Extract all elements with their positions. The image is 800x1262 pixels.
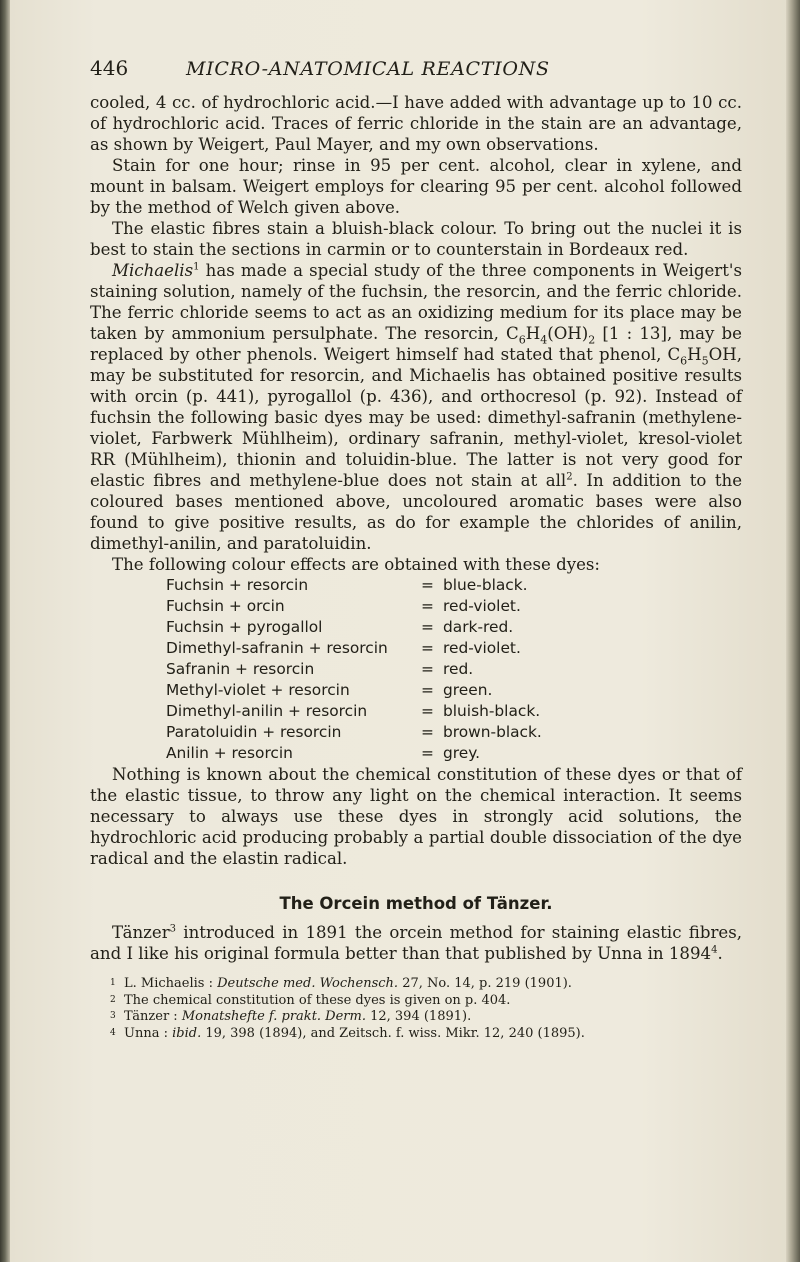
- paragraph-constitution: Nothing is known about the chemical constitution of these dyes or that of the elastic tissue, to throw any light on the chemical interaction. It seems necessary to always use these dyes in strongly acid solutions, the hydrochloric acid producing probably a partial double dissociation of the dye radical and the elastin radical.: [90, 765, 742, 868]
- dye-row: Safranin + resorcin = red.: [166, 660, 474, 678]
- footnote-ref-2: 2: [566, 471, 573, 483]
- dye-row: Paratoluidin + resorcin = brown-black.: [166, 723, 542, 741]
- page-edge-shadow: [786, 0, 800, 1262]
- footnote: 2 The chemical constitution of these dyes is given on p. 404.: [110, 992, 511, 1008]
- dye-row: Dimethyl-safranin + resorcin = red-violet.: [166, 639, 521, 657]
- paragraph-michaelis: Michaelis$^1$ has made a special study of the three components in Weigert's staining solution, namely of the fuchsin, the resorcin, and the ferric chloride. The ferric chloride seems to act as an oxidizing medium for its place may be taken by ammonium persulphate. The resorcin, $C_6H_4(OH)_2$ [1 : 13], may be replaced by other phenols. Weigert himself had stated that phenol, $C_6H_5OH$, may be substituted for resorcin, and Michaelis has obtained positive results with orcin (p. 441), pyrogallol (p. 436), and orthocresol (p. 92). Instead of fuchsin the following basic dyes may be used: dimethyl-safranin (methylene-violet, Farbwerk Mühlheim), ordinary safranin, methyl-violet, kresol-violet RR (Mühlheim), thionin and toluidin-blue. The latter is not very good for elastic fibres and methylene-blue does not stain at all$^2$. In addition to the coloured bases mentioned above, uncoloured aromatic bases were also found to give positive results, as do for example the chlorides of anilin, dimethyl-anilin, and paratoluidin.: [90, 261, 743, 553]
- page-number: 446: [90, 56, 129, 80]
- paragraph-1: cooled, 4 cc. of hydrochloric acid.—I have added with advantage up to 10 cc. of hydrochloric acid. Traces of ferric chloride in the stain are an advantage, as shown by Weigert, Paul Mayer, and my own observations.: [90, 93, 742, 154]
- section-heading: The Orcein method of Tänzer.: [279, 894, 553, 913]
- dye-row: Fuchsin + resorcin = blue-black.: [166, 576, 528, 594]
- dye-row: Dimethyl-anilin + resorcin = bluish-black.: [166, 702, 541, 720]
- dye-row: Fuchsin + orcin = red-violet.: [166, 597, 521, 615]
- dye-row: Anilin + resorcin = grey.: [166, 744, 481, 762]
- paragraph-2: Stain for one hour; rinse in 95 per cent. alcohol, clear in xylene, and mount in balsam. Weigert employs for clearing 95 per cent. alcohol followed by the method of Welch given above.: [90, 156, 742, 217]
- paragraph-colour-intro: The following colour effects are obtained with these dyes:: [112, 555, 600, 574]
- paragraph-3: The elastic fibres stain a bluish-black colour. To bring out the nuclei it is best to stain the sections in carmin or to counterstain in Bordeaux red.: [90, 219, 742, 259]
- author-name: Michaelis: [112, 261, 194, 280]
- footnote: 4 Unna : ibid. 19, 398 (1894), and Zeitsch. f. wiss. Mikr. 12, 240 (1895).: [110, 1025, 585, 1041]
- footnote: 3 Tänzer : Monatshefte f. prakt. Derm. 12, 394 (1891).: [110, 1009, 472, 1024]
- footnote-ref-4: 4: [711, 944, 718, 956]
- footnotes: [110, 976, 742, 1042]
- dye-colour-table: [166, 575, 742, 764]
- footnote-ref-3: 3: [169, 923, 177, 935]
- dye-row: Methyl-violet + resorcin = green.: [166, 681, 493, 699]
- book-spine-shadow: [0, 0, 10, 1262]
- page-content: [90, 58, 742, 1042]
- footnote: 1 L. Michaelis : Deutsche med. Wochensch. 27, No. 14, p. 219 (1901).: [110, 976, 572, 991]
- running-title: MICRO-ANATOMICAL REACTIONS: [186, 58, 550, 80]
- dye-row: Fuchsin + pyrogallol = dark-red.: [166, 618, 514, 636]
- paragraph-tanzer: Tänzer$^3$ introduced in 1891 the orcein method for staining elastic fibres, and I like his original formula better than that published by Unna in 1894$^4$.: [90, 923, 742, 963]
- running-head: [90, 58, 742, 80]
- footnote-ref-1: 1: [193, 261, 200, 273]
